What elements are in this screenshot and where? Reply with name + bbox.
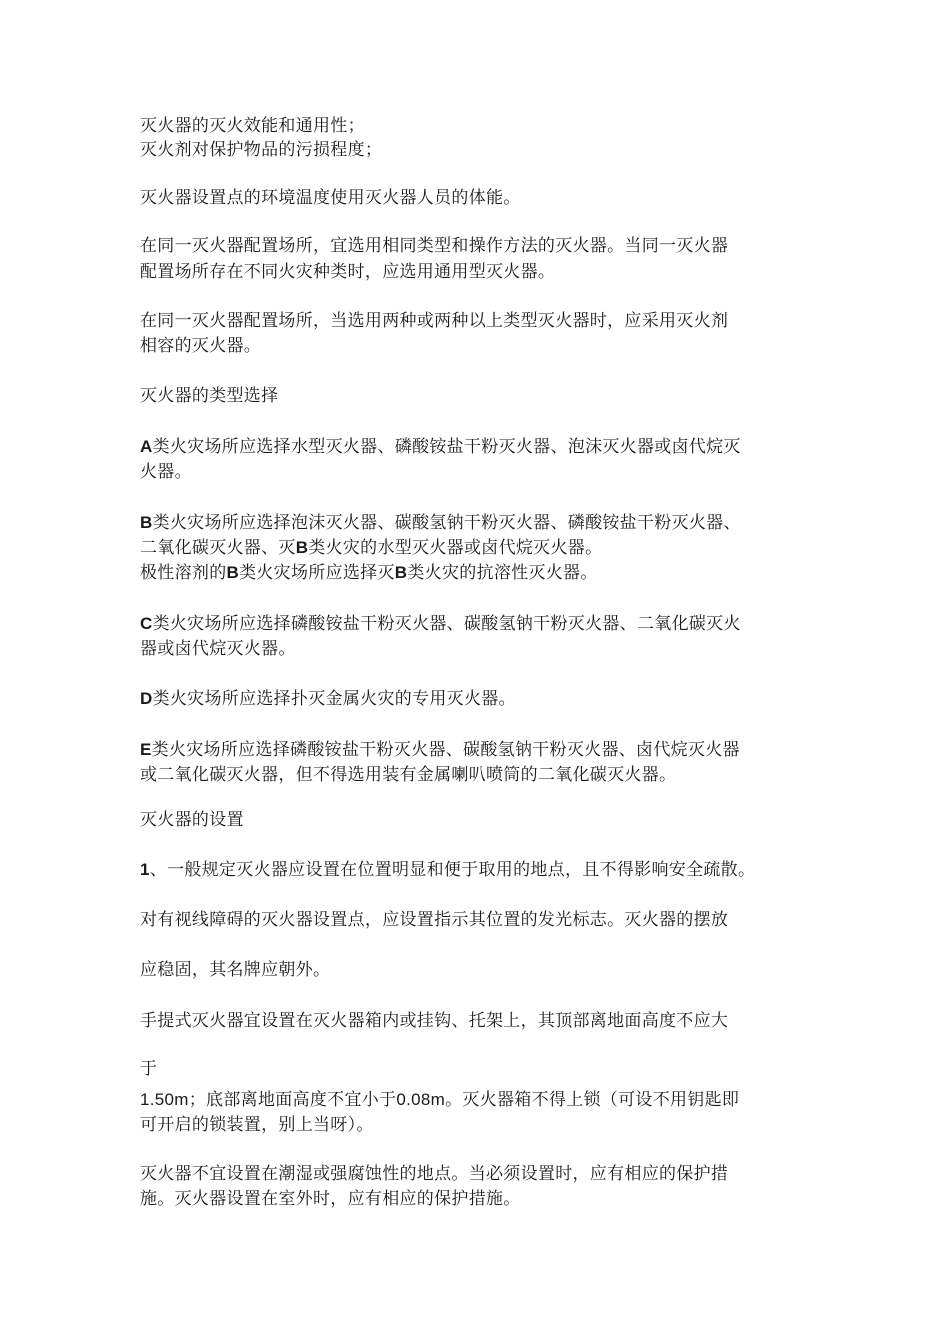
class-letter: B	[226, 563, 240, 582]
text-line	[140, 309, 728, 333]
text-span: 类火灾场所应选择磷酸铵盐干粉灭火器、碳酸氢钠干粉灭火器、二氧化碳灭火	[152, 614, 741, 634]
text-span: 火器。	[140, 462, 192, 482]
text-span: 极性溶剂的	[140, 563, 227, 583]
text-line	[140, 858, 755, 882]
text-span: 在同一灭火器配置场所，宜选用相同类型和操作方法的灭火器。当同一灭火器	[140, 236, 729, 256]
text-span: 或二氧化碳灭火器，但不得选用装有金属喇叭喷筒的二氧化碳灭火器。	[140, 765, 677, 785]
text-line	[140, 138, 382, 162]
text-span: 二氧化碳灭火器、灭	[140, 538, 296, 558]
text-span: 类火灾的水型灭火器或卤代烷灭火器。	[308, 538, 603, 558]
text-span: 施。灭火器设置在室外时，应有相应的保护措施。	[140, 1189, 521, 1209]
text-span: 手提式灭火器宜设置在灭火器箱内或挂钩、托架上，其顶部离地面高度不应大	[140, 1011, 729, 1031]
text-span: 器或卤代烷灭火器。	[140, 639, 296, 659]
class-letter: D	[140, 689, 153, 708]
measurement-value: 1.50m	[140, 1090, 189, 1109]
text-span: 对有视线障碍的灭火器设置点，应设置指示其位置的发光标志。灭火器的摆放	[140, 910, 729, 930]
text-line	[140, 234, 728, 258]
class-letter: A	[140, 437, 153, 456]
text-line	[140, 763, 676, 787]
text-span: 类火灾场所应选择泡沫灭火器、碳酸氢钠干粉灭火器、磷酸铵盐干粉灭火器、	[152, 513, 741, 533]
text-line	[140, 260, 555, 284]
text-line	[140, 114, 365, 138]
text-span: 类火灾的抗溶性灭火器。	[407, 563, 598, 583]
text-span: 应稳固，其名牌应朝外。	[140, 960, 331, 980]
text-line	[140, 1057, 157, 1081]
text-span: 类火灾场所应选择灭	[239, 563, 395, 583]
text-span: 、一般规定灭火器应设置在位置明显和便于取用的地点，且不得影响安全疏散。	[149, 860, 756, 880]
text-span: 灭火器设置点的环境温度使用灭火器人员的体能。	[140, 188, 521, 208]
class-letter: B	[394, 563, 408, 582]
text-line	[140, 687, 516, 711]
text-line	[140, 536, 602, 560]
text-span: 灭火器的灭火效能和通用性；	[140, 116, 365, 136]
text-span: 。灭火器箱不得上锁（可设不用钥匙即	[445, 1090, 740, 1110]
text-line	[140, 511, 741, 535]
text-span: 类火灾场所应选择扑灭金属火灾的专用灭火器。	[152, 689, 516, 709]
text-span: 相容的灭火器。	[140, 336, 262, 356]
class-letter: B	[140, 513, 153, 532]
text-line	[140, 1187, 521, 1211]
text-line	[140, 1009, 728, 1033]
text-line	[140, 1162, 728, 1186]
text-line	[140, 186, 521, 210]
text-line	[140, 1088, 739, 1112]
text-span: 可开启的锁装置，别上当呀）。	[140, 1115, 374, 1135]
class-letter: B	[295, 538, 309, 557]
section-heading	[140, 384, 278, 408]
measurement-value: 0.08m	[396, 1090, 446, 1109]
text-span: 灭火剂对保护物品的污损程度；	[140, 140, 383, 160]
text-line	[140, 637, 296, 661]
text-line	[140, 908, 728, 932]
text-span: ；底部离地面高度不宜小于	[188, 1090, 397, 1110]
text-span: 灭火器不宜设置在潮湿或强腐蚀性的地点。当必须设置时，应有相应的保护措	[140, 1164, 729, 1184]
text-line	[140, 561, 598, 585]
text-span: 类火灾场所应选择磷酸铵盐干粉灭火器、碳酸氢钠干粉灭火器、卤代烷灭火器	[151, 740, 740, 760]
text-line	[140, 1113, 374, 1137]
text-line	[140, 612, 741, 636]
text-line	[140, 435, 741, 459]
text-line	[140, 460, 192, 484]
class-letter: C	[140, 614, 153, 633]
text-line	[140, 334, 261, 358]
text-span: 在同一灭火器配置场所，当选用两种或两种以上类型灭火器时，应采用灭火剂	[140, 311, 729, 331]
text-span: 配置场所存在不同火灾种类时，应选用通用型灭火器。	[140, 262, 556, 282]
text-span: 类火灾场所应选择水型灭火器、磷酸铵盐干粉灭火器、泡沫灭火器或卤代烷灭	[152, 437, 741, 457]
text-line	[140, 958, 330, 982]
item-number: 1	[140, 860, 150, 879]
class-letter: E	[140, 740, 152, 759]
text-span: 于	[140, 1059, 158, 1079]
section-heading	[140, 808, 244, 832]
heading-text: 灭火器的类型选择	[140, 386, 279, 406]
text-line	[140, 738, 740, 762]
heading-text: 灭火器的设置	[140, 810, 244, 830]
